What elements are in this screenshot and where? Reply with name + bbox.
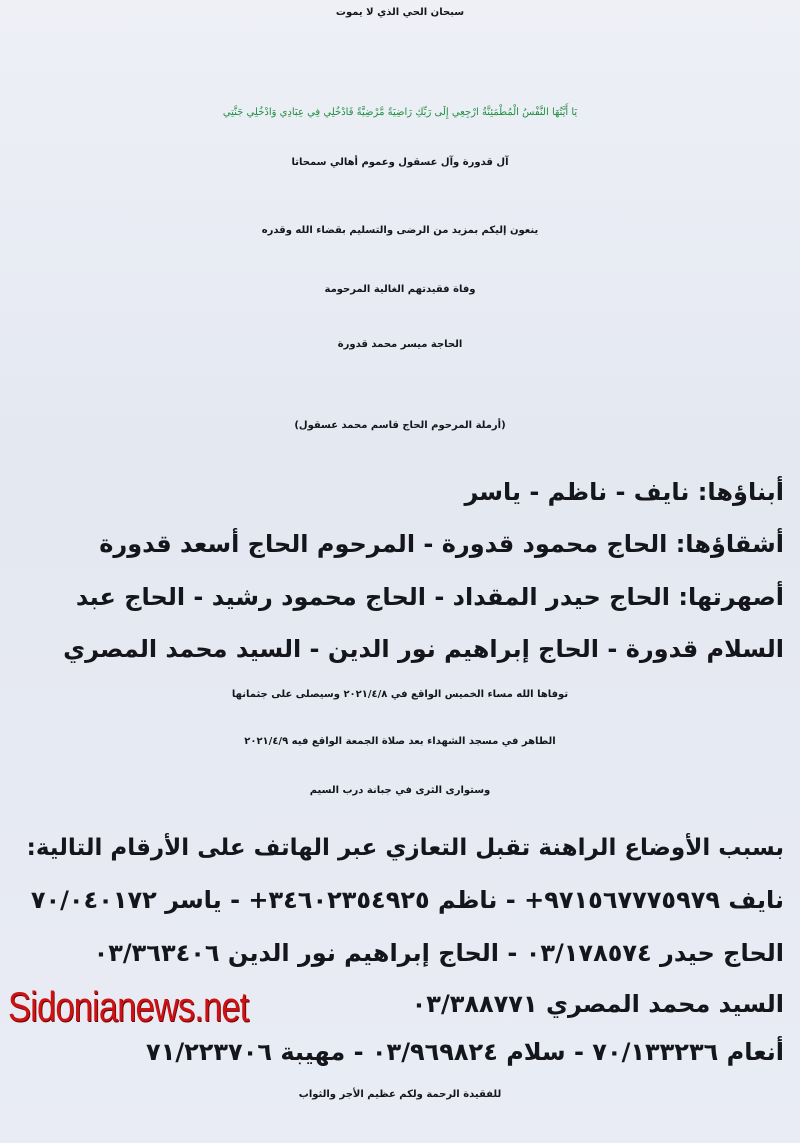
burial-line: وستوارى الثرى في جبانة درب السيم — [309, 785, 491, 796]
brothers-line: أشقاؤها: الحاج محمود قدورة - المرحوم الحاج أسعد قدورة — [99, 530, 784, 558]
watermark-logo: Sidonianews.net — [8, 983, 249, 1030]
quran-verse: يَا أَيَّتُهَا النَّفْسُ الْمُطْمَئِنَّةُ ارْجِعِي إِلَى رَبِّكِ رَاضِيَةً مَّرْضِيَّةً فَادْخُلِي فِي عِبَادِي وَادْخُلِي جَنَّتِي — [222, 107, 578, 118]
phones-line-4: أنعام ٧٠/١٣٣٢٣٦ - سلام ٠٣/٩٦٩٨٢٤ - مهيبة ٧١/٢٢٣٧٠٦ — [146, 1038, 784, 1066]
inlaws-line-1: أصهرتها: الحاج حيدر المقداد - الحاج محمود رشيد - الحاج عبد — [75, 583, 784, 611]
death-line-2: الطاهر في مسجد الشهداء بعد صلاة الجمعة الواقع فيه ٢٠٢١/٤/٩ — [244, 736, 556, 747]
header-title: سبحان الحي الذي لا يموت — [335, 7, 465, 18]
sons-line: أبناؤها: نايف - ناظم - ياسر — [464, 478, 784, 506]
widow-of-line: (أرملة المرحوم الحاج قاسم محمد عسقول) — [294, 420, 506, 431]
death-line-1: توفاها الله مساء الخميس الواقع في ٢٠٢١/٤/٨ وسيصلى على جثمانها — [231, 689, 569, 700]
inlaws-line-2: السلام قدورة - الحاج إبراهيم نور الدين - السيد محمد المصري — [63, 635, 784, 663]
phones-line-3: السيد محمد المصري ٠٣/٣٨٨٧٧١ — [411, 990, 784, 1018]
phones-intro: بسبب الأوضاع الراهنة تقبل التعازي عبر الهاتف على الأرقام التالية: — [26, 835, 784, 861]
announcement-line-1: ينعون إليكم بمزيد من الرضى والتسليم بقضاء الله وقدره — [261, 225, 539, 236]
phones-line-2: الحاج حيدر ٠٣/١٧٨٥٧٤ - الحاج إبراهيم نور الدين ٠٣/٣٦٣٤٠٦ — [93, 939, 784, 967]
announcement-line-2: وفاة فقيدتهم الغالية المرحومة — [324, 284, 476, 295]
phones-line-1: نايف ٩٧١٥٦٧٧٧٥٩٧٩+ - ناظم ٣٤٦٠٢٣٥٤٩٢٥+ - ياسر ٧٠/٠٤٠١٧٢ — [30, 886, 784, 914]
deceased-name: الحاجة ميسر محمد قدورة — [337, 339, 463, 350]
families-line: آل قدورة وآل عسقول وعموم أهالي سمحاتا — [291, 157, 509, 168]
closing-line: للفقيدة الرحمة ولكم عظيم الأجر والثواب — [298, 1089, 502, 1100]
